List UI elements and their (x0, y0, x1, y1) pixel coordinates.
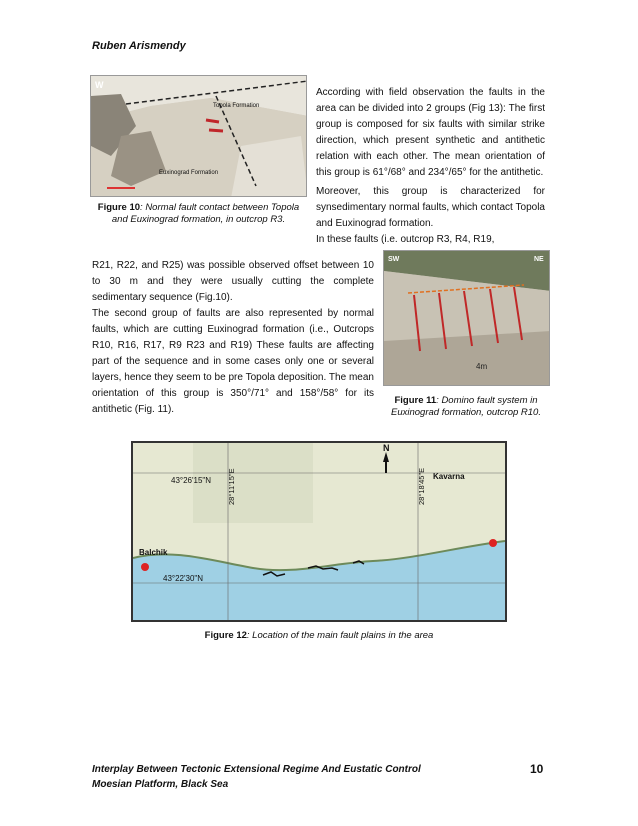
fig12-town-kavarna: Kavarna (433, 472, 465, 481)
figure-12-caption (131, 630, 507, 641)
footer-title-line-2: Moesian Platform, Black Sea (92, 779, 229, 790)
page-number: 10 (530, 762, 544, 776)
figure-12-caption-label: Figure 12 (204, 630, 247, 641)
figure-11-image (384, 251, 550, 386)
fig12-lon-right-label: 28°18'45"E (417, 467, 426, 505)
fig12-lon-left-label: 28°11'15"E (227, 468, 236, 505)
left-paragraph-2: The second group of faults are also represented by normal faults, which are cutting Euxinograd formation (i.e., Outcrops R10, R16, R17, R9 R23 and R19) These faults are affecting part of the sequence and in some cases only one or several layers, hence they seem to be pre Topola deposition. The mean orientation of this group is 350°/71° and 158°/58° for its antithetic (Fig. 11). (92, 308, 374, 415)
fig11-sw-label: SW (388, 256, 400, 263)
fig11-scale-label: 4m (476, 362, 488, 371)
right-column-text (316, 85, 545, 251)
left-paragraph-1: R21, R22, and R25) was possible observed offset between 10 to 30 m and they were usually cutting the complete sedimentary sequence (Fig.10). (92, 260, 374, 303)
fig11-ne-label: NE (534, 256, 544, 263)
running-footer-title (92, 762, 452, 792)
fig12-lat-bottom-label: 43°22'30"N (163, 574, 204, 583)
fig12-lat-top-label: 43°26'15"N (171, 476, 212, 485)
figure-12-image (133, 443, 505, 620)
running-header-author: Ruben Arismendy (92, 40, 186, 52)
fig10-corner-label: W (95, 80, 104, 90)
footer-title-line-1: Interplay Between Tectonic Extensional Regime And Eustatic Control (92, 764, 421, 775)
figure-10-image (91, 76, 307, 197)
fig10-lower-unit-label: Euxinograd Formation (159, 170, 219, 176)
figure-11-caption-label: Figure 11 (394, 395, 437, 406)
figure-10-caption-text: : Normal fault contact between Topola and Euxinograd formation, in outcrop R3. (111, 202, 300, 225)
figure-11-caption-text: : Domino fault system in Euxinograd formation, outcrop R10. (391, 395, 541, 418)
figure-10-photo (90, 75, 307, 197)
figure-11-photo (383, 250, 550, 386)
figure-12-map (131, 441, 507, 622)
figure-10-caption-label: Figure 10 (97, 202, 141, 213)
fig12-north-label: N (383, 443, 390, 453)
right-paragraph-2: Moreover, this group is characterized for synsedimentary normal faults, which contact Topola and Euxinograd formation. (316, 186, 545, 229)
right-paragraph-3-start: In these faults (i.e. outcrop R3, R4, R19, (316, 234, 495, 245)
figure-11-caption (380, 395, 552, 419)
figure-12-caption-text: : Location of the main fault plains in the area (246, 630, 434, 641)
figure-10-caption (90, 202, 307, 226)
fig12-town-balchik: Balchik (139, 548, 168, 557)
fig10-upper-unit-label: Topola Formation (213, 103, 260, 109)
right-paragraph-1: According with field observation the faults in the area can be divided into 2 groups (Fig 13): The first group is composed for six faults with similar strike direction, which present synthetic and antithetic relation with each other. The mean orientation of this group is 61°/68° and 234°/65° for the antithetic. (316, 87, 545, 178)
